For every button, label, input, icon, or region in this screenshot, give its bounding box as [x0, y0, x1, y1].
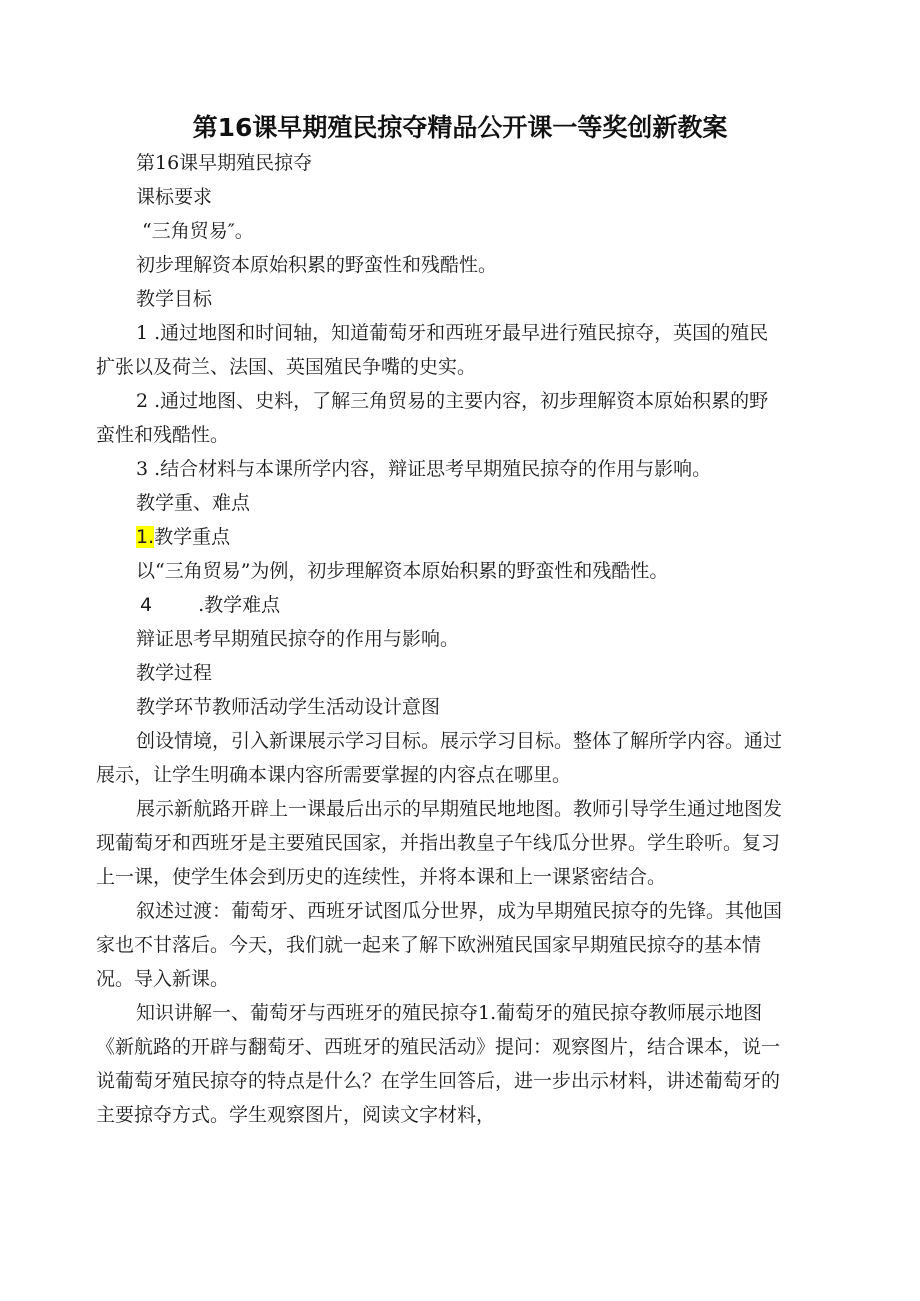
document-body [96, 146, 786, 1132]
section-heading-standard: 课标要求 [136, 186, 213, 208]
key-point-number-highlight: 1. [136, 526, 155, 548]
standard-line-1: “三角贸易″。 [142, 220, 254, 242]
goal-1 [96, 316, 786, 384]
key-point-heading [136, 520, 786, 554]
paragraph-2: 展示新航路开辟上一课最后出示的早期殖民地地图。教师引导学生通过地图发现葡萄牙和西班牙是主要殖民国家，并指出教皇子午线瓜分世界。学生聆听。复习上一课，使学生体会到历史的连续性，并将本课和上一课紧密结合。 [96, 798, 783, 888]
difficulty-number: 4 [140, 594, 153, 616]
goal-3-text: 3 .结合材料与本课所学内容，辩证思考早期殖民掠夺的作用与影响。 [136, 458, 712, 480]
key-point-text: 以“三角贸易”为例，初步理解资本原始积累的野蛮性和残酷性。 [136, 560, 669, 582]
process-columns: 教学环节教师活动学生活动设计意图 [136, 696, 441, 718]
difficulty-heading [136, 588, 786, 622]
difficulty-label: .教学难点 [198, 594, 281, 616]
section-heading-goals: 教学目标 [136, 288, 213, 310]
difficulty-text: 辩证思考早期殖民掠夺的作用与影响。 [136, 628, 460, 650]
goal-2-text: 2 .通过地图、史料，了解三角贸易的主要内容，初步理解资本原始积累的野蛮性和残酷性。 [96, 390, 769, 446]
paragraph-1: 创设情境，引入新课展示学习目标。展示学习目标。整体了解所学内容。通过展示，让学生明确本课内容所需要掌握的内容点在哪里。 [96, 730, 783, 786]
document-title: 第16课早期殖民掠夺精品公开课一等奖创新教案 [192, 113, 728, 142]
goal-1-text: 1 .通过地图和时间轴，知道葡萄牙和西班牙最早进行殖民掠夺，英国的殖民扩张以及荷兰、法国、英国殖民争嘴的史实。 [96, 322, 769, 378]
paragraph-4: 知识讲解一、葡萄牙与西班牙的殖民掠夺1.葡萄牙的殖民掠夺教师展示地图《新航路的开辟与翻萄牙、西班牙的殖民活动》提问：观察图片，结合课本，说一说葡萄牙殖民掠夺的特点是什么？在学生回答后，进一步出示材料，讲述葡萄牙的主要掠夺方式。学生观察图片，阅读文字材料， [96, 1002, 781, 1126]
subtitle: 第16课早期殖民掠夺 [136, 152, 313, 174]
standard-line-2: 初步理解资本原始积累的野蛮性和残酷性。 [136, 254, 498, 276]
section-heading-process: 教学过程 [136, 662, 213, 684]
goal-3 [96, 452, 786, 486]
section-heading-key: 教学重、难点 [136, 492, 251, 514]
paragraph-3: 叙述过渡：葡萄牙、西班牙试图瓜分世界，成为早期殖民掠夺的先锋。其他国家也不甘落后。今天，我们就一起来了解下欧洲殖民国家早期殖民掠夺的基本情况。导入新课。 [96, 900, 783, 990]
key-point-label: 教学重点 [154, 526, 231, 548]
goal-2 [96, 384, 786, 452]
